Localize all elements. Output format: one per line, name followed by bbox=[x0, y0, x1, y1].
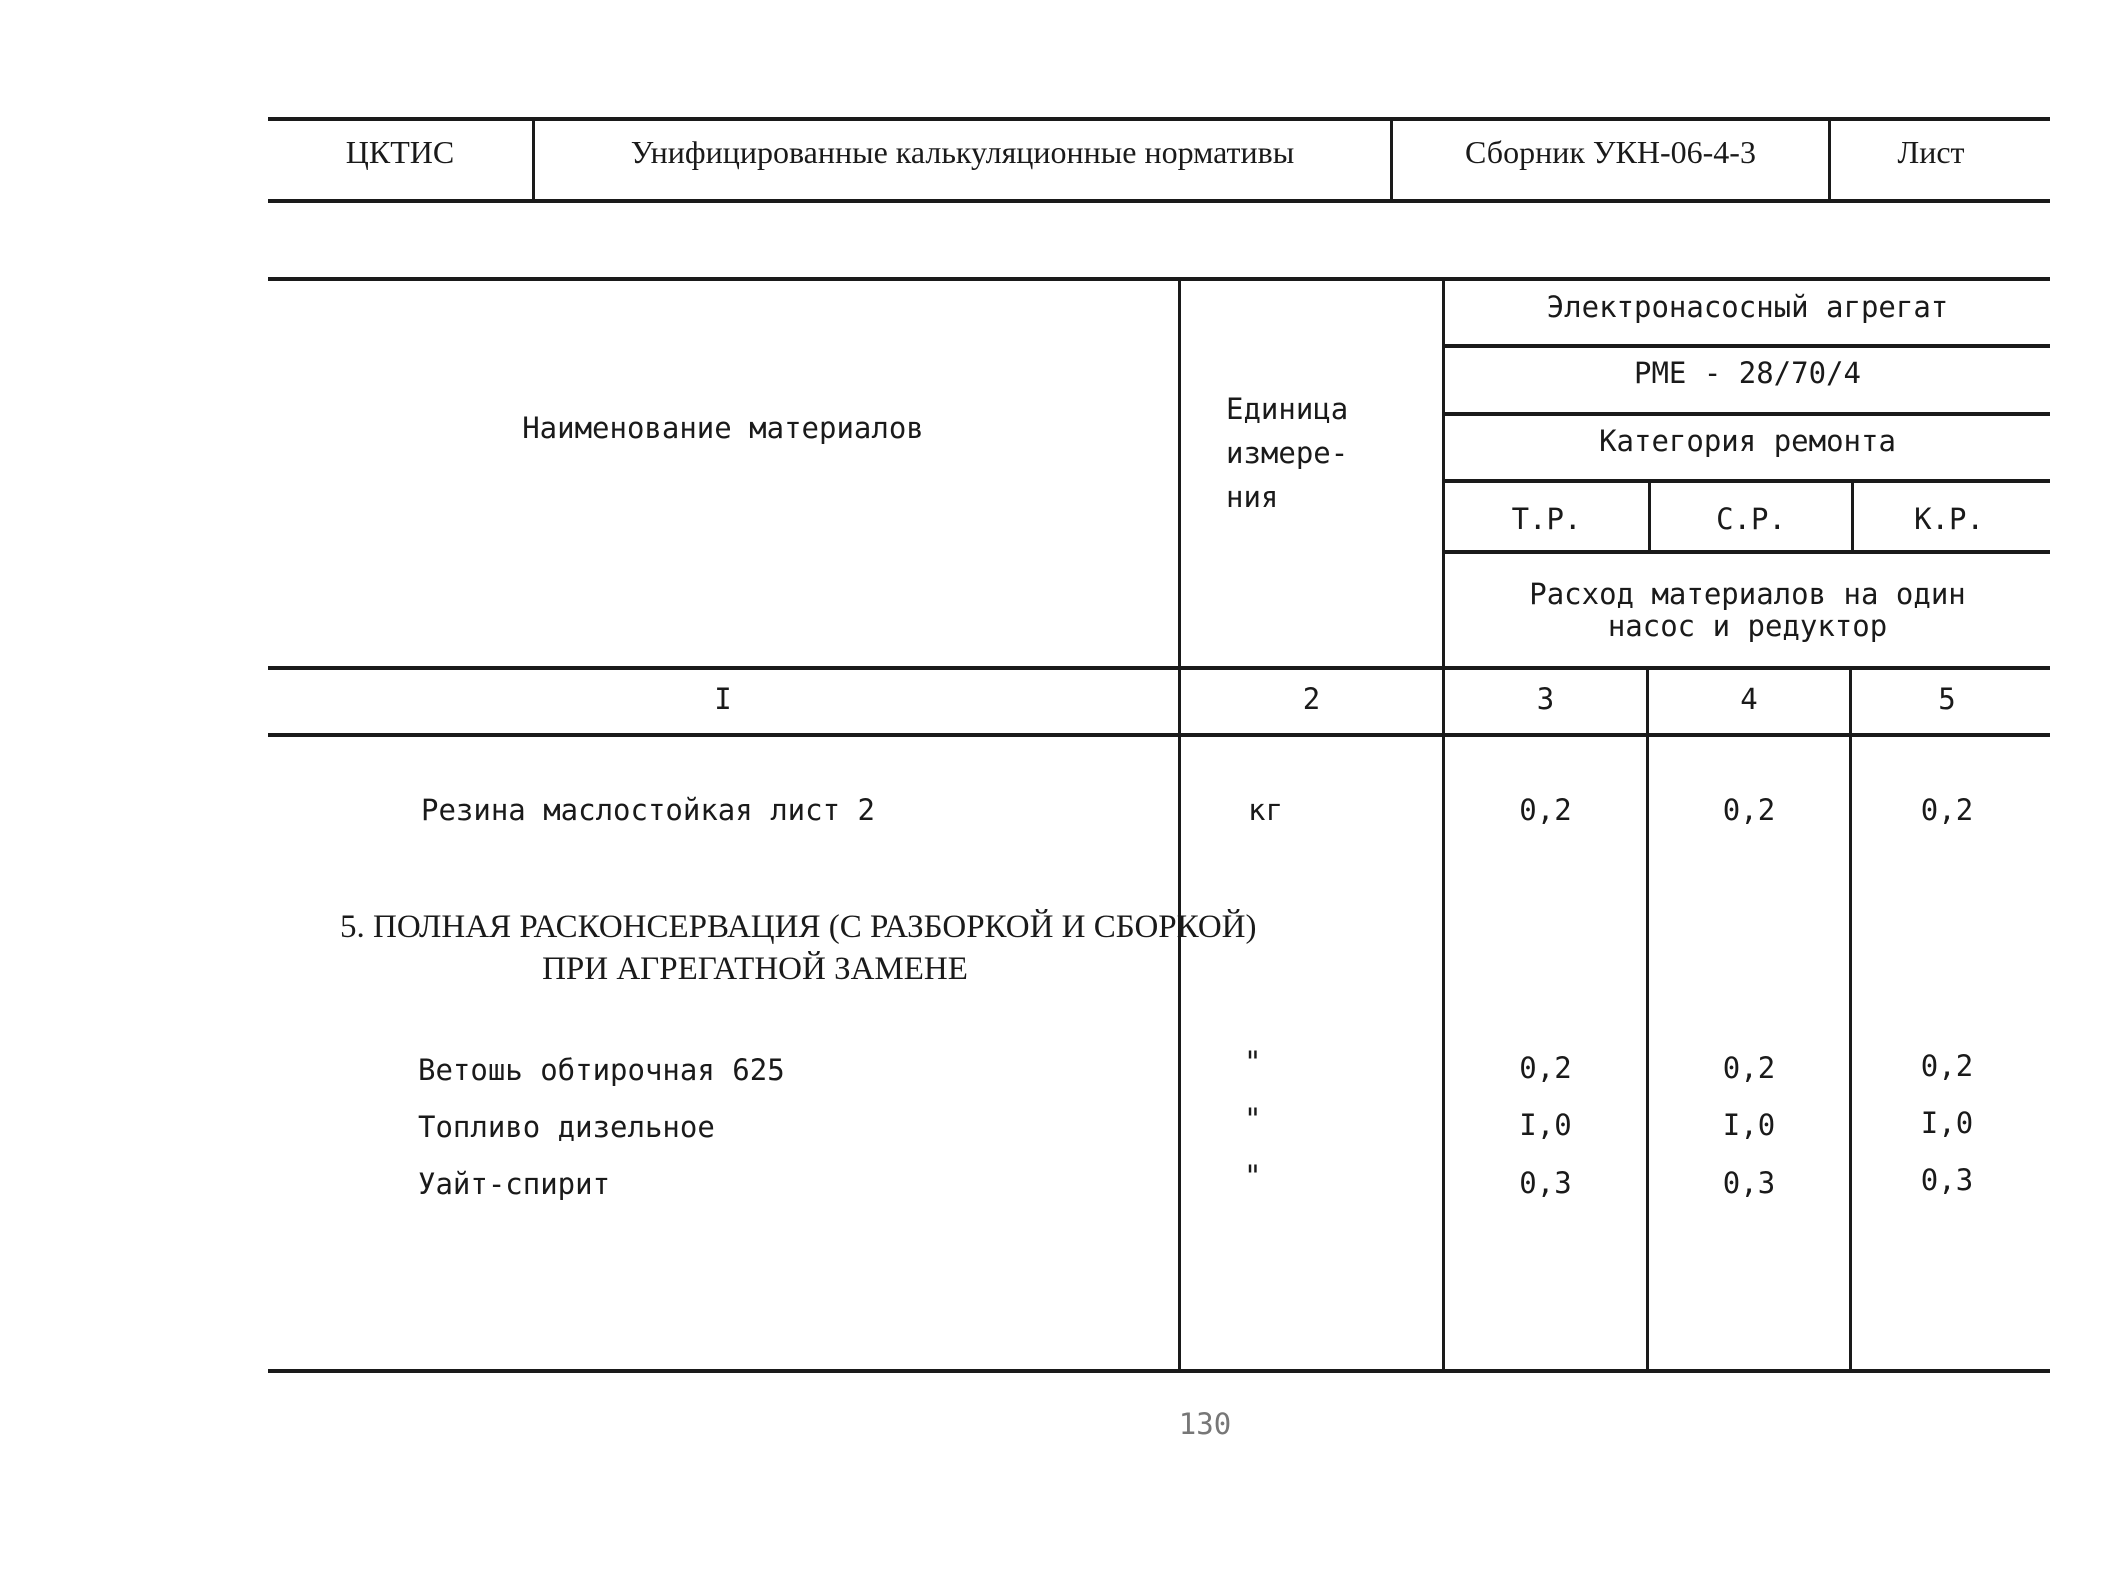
consumption-note-line: Расход материалов на один bbox=[1529, 577, 1966, 611]
column-number: 5 bbox=[1938, 682, 1956, 716]
header-bottom-rule bbox=[268, 199, 2050, 203]
value-tr: 0,2 bbox=[1519, 1051, 1572, 1085]
section-heading-line: ПРИ АГРЕГАТНОЙ ЗАМЕНЕ bbox=[542, 951, 968, 987]
material-name: Уайт-спирит bbox=[418, 1167, 611, 1201]
column-numbers-bottom-rule bbox=[268, 733, 2050, 737]
consumption-note bbox=[1445, 578, 2050, 642]
value-sr: I,0 bbox=[1722, 1108, 1776, 1142]
value-tr: I,0 bbox=[1519, 1108, 1572, 1142]
column-divider bbox=[1178, 277, 1181, 1371]
material-unit: " bbox=[1244, 1045, 1262, 1079]
unit-group-header: Электронасосный агрегат bbox=[1546, 290, 1949, 324]
table-rule bbox=[1444, 479, 2050, 483]
header-top-rule bbox=[268, 117, 2050, 121]
value-tr: 0,2 bbox=[1519, 793, 1572, 827]
table-rule bbox=[1444, 344, 2050, 348]
column-header-unit-line: ния bbox=[1226, 480, 1279, 514]
section-heading bbox=[340, 906, 1257, 990]
column-header-unit-line: измере- bbox=[1226, 436, 1349, 470]
header-org: ЦКТИС bbox=[345, 134, 455, 170]
column-header-name: Наименование материалов bbox=[522, 411, 924, 445]
header-sheet: Лист bbox=[1897, 134, 1965, 170]
consumption-note-line: насос и редуктор bbox=[1607, 609, 1888, 643]
material-name: Резина маслостойкая лист 2 bbox=[421, 793, 875, 827]
material-unit: " bbox=[1244, 1102, 1262, 1136]
column-divider bbox=[1849, 666, 1852, 1371]
column-divider bbox=[1646, 666, 1649, 1371]
value-kr: 0,3 bbox=[1920, 1163, 1974, 1197]
material-name: Топливо дизельное bbox=[418, 1110, 715, 1144]
header-title: Унифицированные калькуляционные нормативы bbox=[630, 134, 1295, 170]
value-tr: 0,3 bbox=[1519, 1166, 1572, 1200]
column-number: I bbox=[714, 682, 732, 716]
repair-type-header: Т.Р. bbox=[1511, 502, 1582, 536]
value-kr: I,0 bbox=[1920, 1106, 1974, 1140]
table-rule bbox=[1444, 550, 2050, 554]
material-unit: " bbox=[1244, 1159, 1262, 1193]
page-number: 130 bbox=[1178, 1407, 1232, 1441]
unit-model-header: РМЕ - 28/70/4 bbox=[1634, 356, 1861, 390]
column-number: 4 bbox=[1740, 682, 1758, 716]
table-head-bottom-rule bbox=[268, 666, 2050, 670]
repair-category-header: Категория ремонта bbox=[1599, 424, 1896, 458]
column-number: 3 bbox=[1536, 682, 1555, 716]
value-sr: 0,2 bbox=[1722, 793, 1776, 827]
header-collection: Сборник УКН-06-4-3 bbox=[1465, 134, 1756, 170]
value-sr: 0,3 bbox=[1722, 1166, 1776, 1200]
table-top-rule bbox=[268, 277, 2050, 281]
table-bottom-rule bbox=[268, 1369, 2050, 1373]
value-kr: 0,2 bbox=[1920, 1049, 1974, 1083]
column-header-unit bbox=[1226, 387, 1348, 519]
value-kr: 0,2 bbox=[1920, 793, 1974, 827]
value-sr: 0,2 bbox=[1722, 1051, 1776, 1085]
column-header-unit-line: Единица bbox=[1226, 392, 1349, 426]
column-number: 2 bbox=[1302, 682, 1321, 716]
repair-type-header: С.Р. bbox=[1716, 502, 1786, 536]
table-rule bbox=[1444, 412, 2050, 416]
material-unit: кг bbox=[1248, 793, 1283, 827]
section-heading-line: 5. ПОЛНАЯ РАСКОНСЕРВАЦИЯ (С РАЗБОРКОЙ И СБОРКОЙ) bbox=[340, 909, 1257, 945]
material-name: Ветошь обтирочная 625 bbox=[418, 1053, 785, 1087]
repair-type-header: К.Р. bbox=[1914, 502, 1984, 536]
